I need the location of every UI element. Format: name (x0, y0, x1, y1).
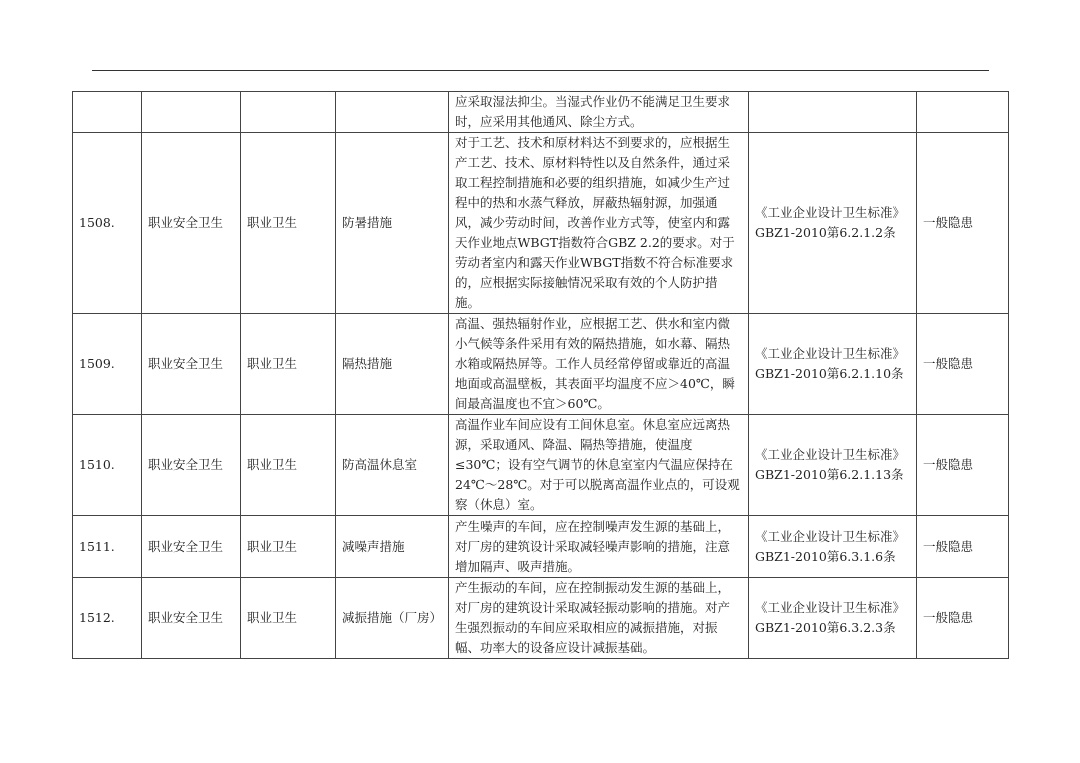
table-row-continuation (73, 92, 1009, 133)
cell-item: 减噪声措施 (336, 516, 449, 578)
cell-reference: 《工业企业设计卫生标准》GBZ1-2010第6.2.1.2条 (749, 133, 917, 314)
cell-item (336, 92, 449, 133)
table-row (73, 516, 1009, 578)
cell-level: 一般隐患 (917, 415, 1009, 516)
cell-category: 职业安全卫生 (142, 516, 241, 578)
cell-reference: 《工业企业设计卫生标准》GBZ1-2010第6.2.1.10条 (749, 314, 917, 415)
cell-level (917, 92, 1009, 133)
cell-category: 职业安全卫生 (142, 133, 241, 314)
header-rule (92, 70, 989, 71)
cell-no (73, 92, 142, 133)
cell-no: 1512. (73, 578, 142, 659)
cell-subcategory: 职业卫生 (241, 133, 336, 314)
cell-item: 减振措施（厂房） (336, 578, 449, 659)
cell-reference: 《工业企业设计卫生标准》GBZ1-2010第6.3.2.3条 (749, 578, 917, 659)
cell-no: 1509. (73, 314, 142, 415)
cell-no: 1510. (73, 415, 142, 516)
cell-subcategory: 职业卫生 (241, 415, 336, 516)
cell-item: 隔热措施 (336, 314, 449, 415)
hazard-table (72, 91, 1009, 659)
cell-reference (749, 92, 917, 133)
cell-level: 一般隐患 (917, 133, 1009, 314)
cell-subcategory (241, 92, 336, 133)
cell-category (142, 92, 241, 133)
table-row (73, 578, 1009, 659)
cell-requirement: 产生振动的车间，应在控制振动发生源的基础上，对厂房的建筑设计采取减轻振动影响的措施。对产生强烈振动的车间应采取相应的减振措施，对振幅、功率大的设备应设计减振基础。 (449, 578, 749, 659)
cell-item: 防高温休息室 (336, 415, 449, 516)
cell-category: 职业安全卫生 (142, 415, 241, 516)
table-row (73, 133, 1009, 314)
cell-requirement: 高温作业车间应设有工间休息室。休息室应远离热源，采取通风、降温、隔热等措施，使温度≤30℃；设有空气调节的休息室室内气温应保持在24℃～28℃。对于可以脱离高温作业点的，可设观察（休息）室。 (449, 415, 749, 516)
cell-reference: 《工业企业设计卫生标准》GBZ1-2010第6.2.1.13条 (749, 415, 917, 516)
cell-requirement: 应采取湿法抑尘。当湿式作业仍不能满足卫生要求时，应采用其他通风、除尘方式。 (449, 92, 749, 133)
table-row (73, 415, 1009, 516)
cell-reference: 《工业企业设计卫生标准》GBZ1-2010第6.3.1.6条 (749, 516, 917, 578)
cell-no: 1508. (73, 133, 142, 314)
cell-subcategory: 职业卫生 (241, 314, 336, 415)
table-row (73, 314, 1009, 415)
cell-subcategory: 职业卫生 (241, 516, 336, 578)
cell-no: 1511. (73, 516, 142, 578)
cell-requirement: 产生噪声的车间，应在控制噪声发生源的基础上，对厂房的建筑设计采取减轻噪声影响的措施，注意增加隔声、吸声措施。 (449, 516, 749, 578)
cell-requirement: 对于工艺、技术和原材料达不到要求的，应根据生产工艺、技术、原材料特性以及自然条件，通过采取工程控制措施和必要的组织措施，如减少生产过程中的热和水蒸气释放，屏蔽热辐射源，加强通风，减少劳动时间，改善作业方式等，使室内和露天作业地点WBGT指数符合GBZ 2.2的要求。对于劳动者室内和露天作业WBGT指数不符合标准要求的，应根据实际接触情况采取有效的个人防护措施。 (449, 133, 749, 314)
cell-level: 一般隐患 (917, 314, 1009, 415)
cell-category: 职业安全卫生 (142, 578, 241, 659)
cell-category: 职业安全卫生 (142, 314, 241, 415)
cell-level: 一般隐患 (917, 516, 1009, 578)
cell-item: 防暑措施 (336, 133, 449, 314)
cell-subcategory: 职业卫生 (241, 578, 336, 659)
cell-level: 一般隐患 (917, 578, 1009, 659)
cell-requirement: 高温、强热辐射作业，应根据工艺、供水和室内微小气候等条件采用有效的隔热措施，如水幕、隔热水箱或隔热屏等。工作人员经常停留或靠近的高温地面或高温壁板，其表面平均温度不应＞40℃，瞬间最高温度也不宜＞60℃。 (449, 314, 749, 415)
